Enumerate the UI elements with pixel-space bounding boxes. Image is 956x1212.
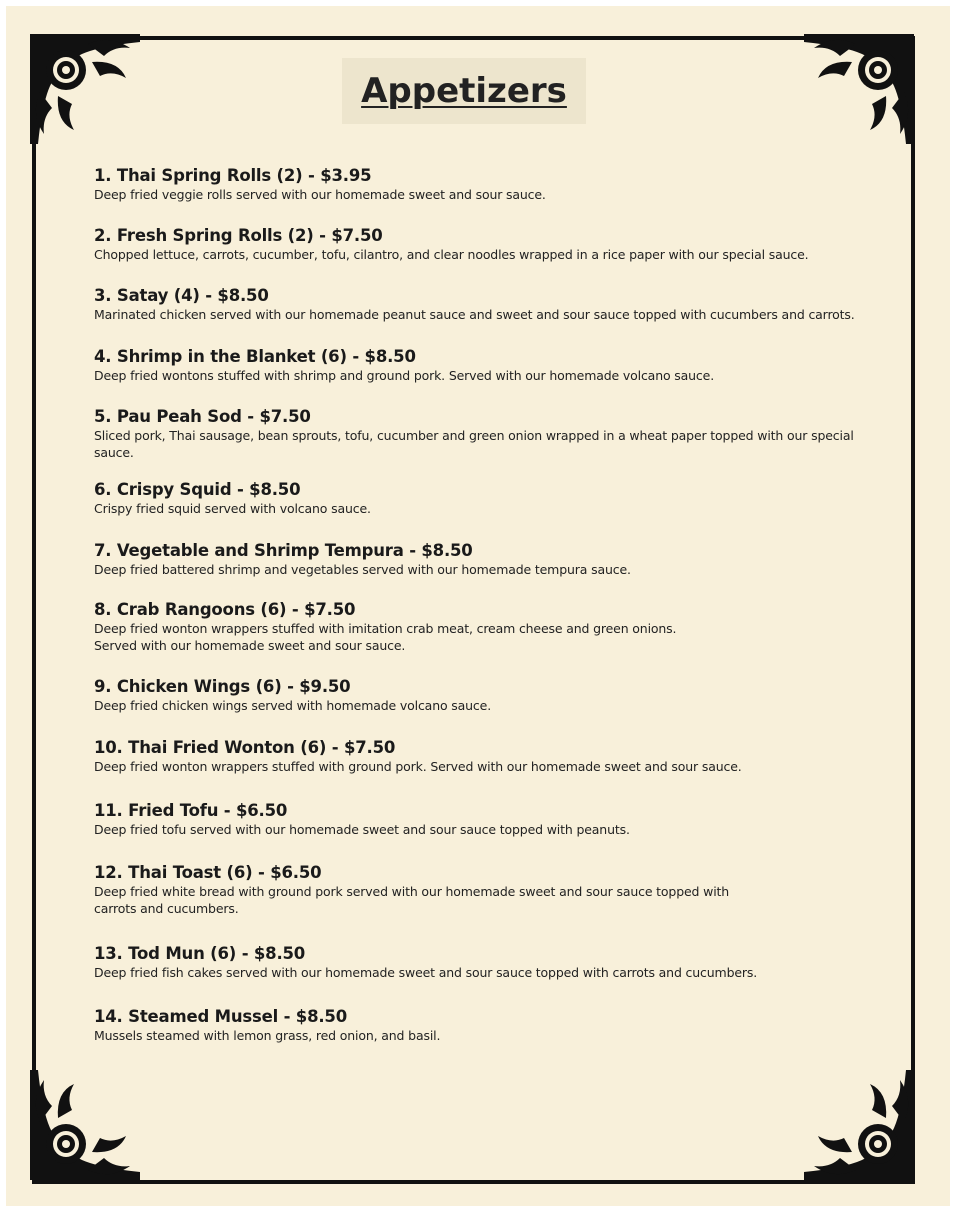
menu-item-description: Deep fried veggie rolls served with our homemade sweet and sour sauce. (94, 187, 546, 202)
menu-item-description: Marinated chicken served with our homemade peanut sauce and sweet and sour sauce topped with cucumbers and carrots. (94, 307, 855, 322)
menu-item-name: 9. Chicken Wings (6) - $9.50 (94, 677, 351, 696)
menu-item-description: Deep fried chicken wings served with homemade volcano sauce. (94, 698, 492, 713)
menu-item-description: Crispy fried squid served with volcano sauce. (94, 501, 371, 516)
menu-item-description: Deep fried wonton wrappers stuffed with imitation crab meat, cream cheese and green onions. Served with our homemade sweet and sour sauce. (94, 621, 677, 653)
menu-item (94, 738, 884, 775)
menu-item-description: Deep fried white bread with ground pork served with our homemade sweet and sour sauce topped with carrots and cucumbers. (94, 884, 730, 916)
menu-item-name: 7. Vegetable and Shrimp Tempura - $8.50 (94, 541, 473, 560)
menu-item (94, 347, 884, 384)
menu-item (94, 600, 884, 654)
menu-item-name: 3. Satay (4) - $8.50 (94, 286, 269, 305)
corner-ornament-icon (804, 1070, 914, 1180)
menu-item-name: 10. Thai Fried Wonton (6) - $7.50 (94, 738, 396, 757)
menu-item-description: Deep fried wonton wrappers stuffed with ground pork. Served with our homemade sweet and sour sauce. (94, 759, 742, 774)
menu-item-description: Sliced pork, Thai sausage, bean sprouts, tofu, cucumber and green onion wrapped in a wheat paper topped with our special sauce. (94, 428, 854, 460)
menu-item (94, 480, 884, 517)
corner-ornament-icon (30, 1070, 140, 1180)
menu-item-name: 8. Crab Rangoons (6) - $7.50 (94, 600, 356, 619)
menu-item-description: Deep fried wontons stuffed with shrimp and ground pork. Served with our homemade volcano sauce. (94, 368, 715, 383)
menu-item (94, 226, 884, 263)
menu-item-name: 6. Crispy Squid - $8.50 (94, 480, 301, 499)
menu-item-name: 14. Steamed Mussel - $8.50 (94, 1007, 347, 1026)
menu-item (94, 944, 884, 981)
menu-item-name: 12. Thai Toast (6) - $6.50 (94, 863, 322, 882)
menu-item-description: Mussels steamed with lemon grass, red onion, and basil. (94, 1028, 441, 1043)
page-title: Appetizers (361, 71, 567, 111)
menu-item-description: Deep fried fish cakes served with our homemade sweet and sour sauce topped with carrots and cucumbers. (94, 965, 758, 980)
menu-item-name: 4. Shrimp in the Blanket (6) - $8.50 (94, 347, 416, 366)
menu-item (94, 677, 884, 714)
menu-item-description: Chopped lettuce, carrots, cucumber, tofu, cilantro, and clear noodles wrapped in a rice paper with our special sauce. (94, 247, 809, 262)
menu-item (94, 541, 884, 578)
menu-item (94, 286, 884, 323)
menu-item-name: 13. Tod Mun (6) - $8.50 (94, 944, 306, 963)
menu-item-name: 5. Pau Peah Sod - $7.50 (94, 407, 311, 426)
corner-ornament-icon (30, 34, 140, 144)
menu-item-name: 11. Fried Tofu - $6.50 (94, 801, 288, 820)
title-box (342, 58, 586, 124)
menu-item (94, 407, 884, 461)
menu-item-name: 2. Fresh Spring Rolls (2) - $7.50 (94, 226, 383, 245)
corner-ornament-icon (804, 34, 914, 144)
menu-item-description: Deep fried tofu served with our homemade sweet and sour sauce topped with peanuts. (94, 822, 630, 837)
menu-item-name: 1. Thai Spring Rolls (2) - $3.95 (94, 166, 372, 185)
menu-item (94, 801, 884, 838)
menu-item (94, 166, 884, 203)
menu-item (94, 863, 884, 917)
menu-item (94, 1007, 884, 1044)
menu-item-description: Deep fried battered shrimp and vegetables served with our homemade tempura sauce. (94, 562, 631, 577)
